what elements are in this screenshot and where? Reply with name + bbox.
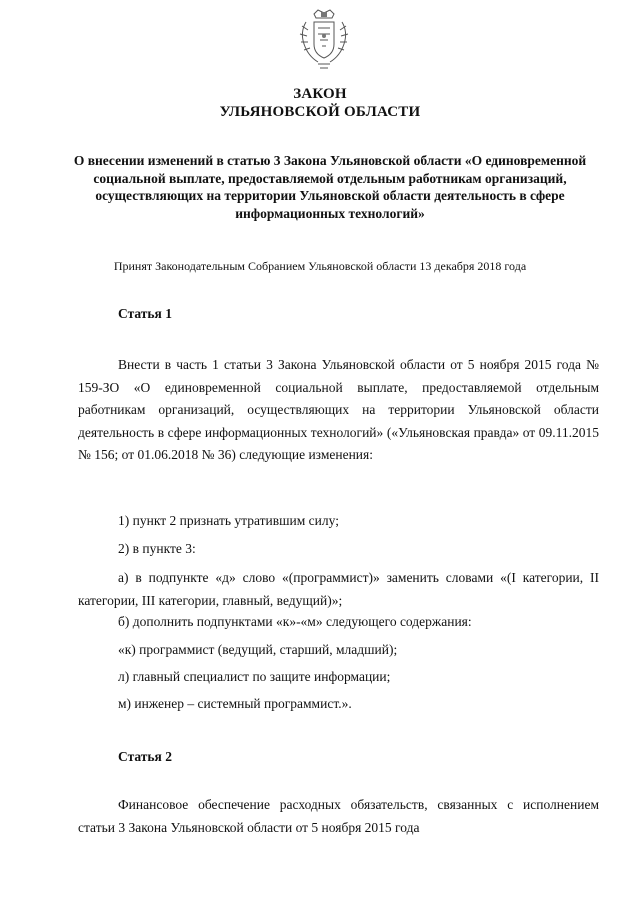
- article-1-item-2: 2) в пункте 3:: [118, 541, 196, 556]
- article-1-item-4: б) дополнить подпунктами «к»-«м» следующего содержания:: [118, 614, 472, 629]
- law-title: ЗАКОН: [293, 86, 347, 102]
- law-subject: О внесении изменений в статью 3 Закона Ульяновской области «О единовременной социальной выплате, предоставляемой отдельным работникам организаций, осуществляющих на территории Ульяновской области деятельность в сфере информационных технологий»: [73, 153, 587, 221]
- article-1-item-6: л) главный специалист по защите информации;: [118, 669, 391, 684]
- article-1-item-3: а) в подпункте «д» слово «(программист)» заменить словами «(I категории, II категории, III категории, главный, ведущий)»;: [78, 570, 599, 608]
- article-1-item-5: «к) программист (ведущий, старший, младший);: [118, 642, 398, 657]
- article-1-intro: Внести в часть 1 статьи 3 Закона Ульяновской области от 5 ноября 2015 года № 159-ЗО «О единовременной социальной выплате, предоставляемой отдельным работникам организаций, осуществляющих на территории Ульяновской области деятельность в сфере информационных технологий» («Ульяновская правда» от 09.11.2015 № 156; от 01.06.2018 № 36) следующие изменения:: [78, 357, 599, 462]
- article-2-text: Финансовое обеспечение расходных обязательств, связанных с исполнением статьи 3 Закона Ульяновской области от 5 ноября 2015 года: [78, 797, 599, 835]
- law-region: УЛЬЯНОВСКОЙ ОБЛАСТИ: [219, 104, 421, 120]
- article-1-item-1: 1) пункт 2 признать утратившим силу;: [118, 513, 339, 528]
- adoption-note: Принят Законодательным Собранием Ульяновской области 13 декабря 2018 года: [113, 259, 527, 273]
- article-1-item-7: м) инженер – системный программист.».: [118, 696, 352, 711]
- article-2-heading: Статья 2: [118, 749, 172, 764]
- coat-of-arms-icon: [296, 8, 352, 72]
- article-1-heading: Статья 1: [118, 306, 172, 321]
